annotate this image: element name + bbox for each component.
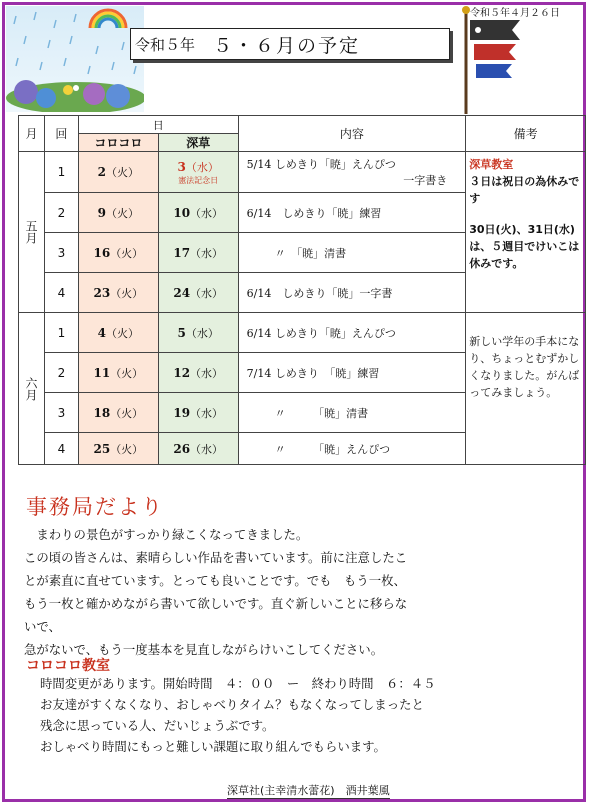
footer-credit: 深草社(主幸清水蕾花) 酒井葉風 xyxy=(227,784,390,797)
month-label-may: 五月 xyxy=(23,220,38,244)
shinso-day-cell: 24（水） xyxy=(158,273,238,313)
col-day: 日 xyxy=(78,116,238,134)
round-cell: 4 xyxy=(44,433,78,465)
schedule-table xyxy=(18,115,586,465)
col-shinso: 深草 xyxy=(158,134,238,152)
korokoro-day-cell: 16（火） xyxy=(78,233,158,273)
month-label-june: 六月 xyxy=(23,376,38,401)
col-remarks: 備考 xyxy=(466,116,586,152)
round-cell: 3 xyxy=(44,233,78,273)
col-month: 月 xyxy=(19,116,45,152)
table-row xyxy=(19,152,586,193)
korokoro-day-cell: 25（火） xyxy=(78,433,158,465)
round-cell: 1 xyxy=(44,152,78,193)
content-cell: 7/14 しめきり 「暁」練習 xyxy=(238,353,466,393)
news-line: この頃の皆さんは、素晴らしい作品を書いています。前に注意したこ xyxy=(24,550,408,565)
shinso-day-cell: 5（水） xyxy=(158,313,238,353)
korokoro-line: おしゃべり時間にもっと難しい課題に取り組んでもらいます。 xyxy=(40,739,386,754)
content-cell: 6/14 しめきり「暁」一字書 xyxy=(238,273,466,313)
content-cell: 6/14 しめきり「暁」えんぴつ xyxy=(238,313,466,353)
korokoro-day-cell: 9（火） xyxy=(78,193,158,233)
korokoro-body xyxy=(40,673,436,757)
round-cell: 1 xyxy=(44,313,78,353)
shinso-day-cell: 12（水） xyxy=(158,353,238,393)
remarks-june: 新しい学年の手本になり、ちょっとむずかしくなりました。がんばってみましょう。 xyxy=(466,313,586,465)
news-body xyxy=(24,523,572,661)
korokoro-day-cell: 23（火） xyxy=(78,273,158,313)
korokoro-day-cell: 4（火） xyxy=(78,313,158,353)
korokoro-line: 時間変更があります。開始時間 ４：００ ー 終わり時間 ６：４５ xyxy=(40,676,436,691)
content-cell: 〃 「暁」えんぴつ xyxy=(238,433,466,465)
shinso-day-cell: 26（水） xyxy=(158,433,238,465)
shinso-day-cell: 17（水） xyxy=(158,233,238,273)
col-round: 回 xyxy=(44,116,78,152)
issue-date: 令和５年４月２６日 xyxy=(470,8,560,19)
content-cell: 〃 「暁」清書 xyxy=(238,393,466,433)
koinobori-illustration xyxy=(460,4,530,114)
korokoro-day-cell: 2（火） xyxy=(78,152,158,193)
news-line: とが素直に直せています。とっても良いことです。でも もう一枚、 xyxy=(24,573,406,588)
korokoro-day-cell: 18（火） xyxy=(78,393,158,433)
news-line: まわりの景色がすっかり緑こくなってきました。 xyxy=(24,527,309,542)
news-line: 急がないで、もう一度基本を見直しながらけいこしてください。 xyxy=(24,642,384,657)
content-cell: 5/14 しめきり「暁」えんぴつ 一字書き xyxy=(238,152,466,193)
korokoro-day-cell: 11（火） xyxy=(78,353,158,393)
shinso-day-cell: 19（水） xyxy=(158,393,238,433)
round-cell: 2 xyxy=(44,193,78,233)
round-cell: 3 xyxy=(44,393,78,433)
korokoro-line: 残念に思っている人、だいじょうぶです。 xyxy=(40,718,275,733)
korokoro-line: お友達がすくなくなり、おしゃべりタイム？もなくなってしまったと xyxy=(40,697,424,712)
remarks-title: 深草教室 xyxy=(469,158,514,171)
round-cell: 2 xyxy=(44,353,78,393)
shinso-day-cell: 3（水） 憲法記念日 xyxy=(158,152,238,193)
shinso-day-cell: 10（水） xyxy=(158,193,238,233)
page-title: ５・６月の予定 xyxy=(213,34,361,57)
era-label: 令和５年 xyxy=(135,35,196,54)
col-content: 内容 xyxy=(238,116,466,152)
news-line: いで、 xyxy=(24,619,61,634)
round-cell: 4 xyxy=(44,273,78,313)
holiday-note: 憲法記念日 xyxy=(178,175,219,185)
rainy-season-illustration xyxy=(6,6,144,112)
title-box xyxy=(130,28,450,60)
table-row xyxy=(19,313,586,353)
news-line: もう一枚と確かめながら書いて欲しいです。直ぐ新しいことに移らな xyxy=(24,596,408,611)
content-cell: 6/14 しめきり「暁」練習 xyxy=(238,193,466,233)
content-cell: 〃 「暁」清書 xyxy=(238,233,466,273)
news-section-title: 事務局だより xyxy=(26,495,164,519)
col-korokoro: コロコロ xyxy=(78,134,158,152)
remarks-may: 深草教室 ３日は祝日の為休みです 30日(火)、31日(水)は、５週目でけいこは休みです。 xyxy=(466,152,586,313)
korokoro-section-title: コロコロ教室 xyxy=(26,658,110,674)
